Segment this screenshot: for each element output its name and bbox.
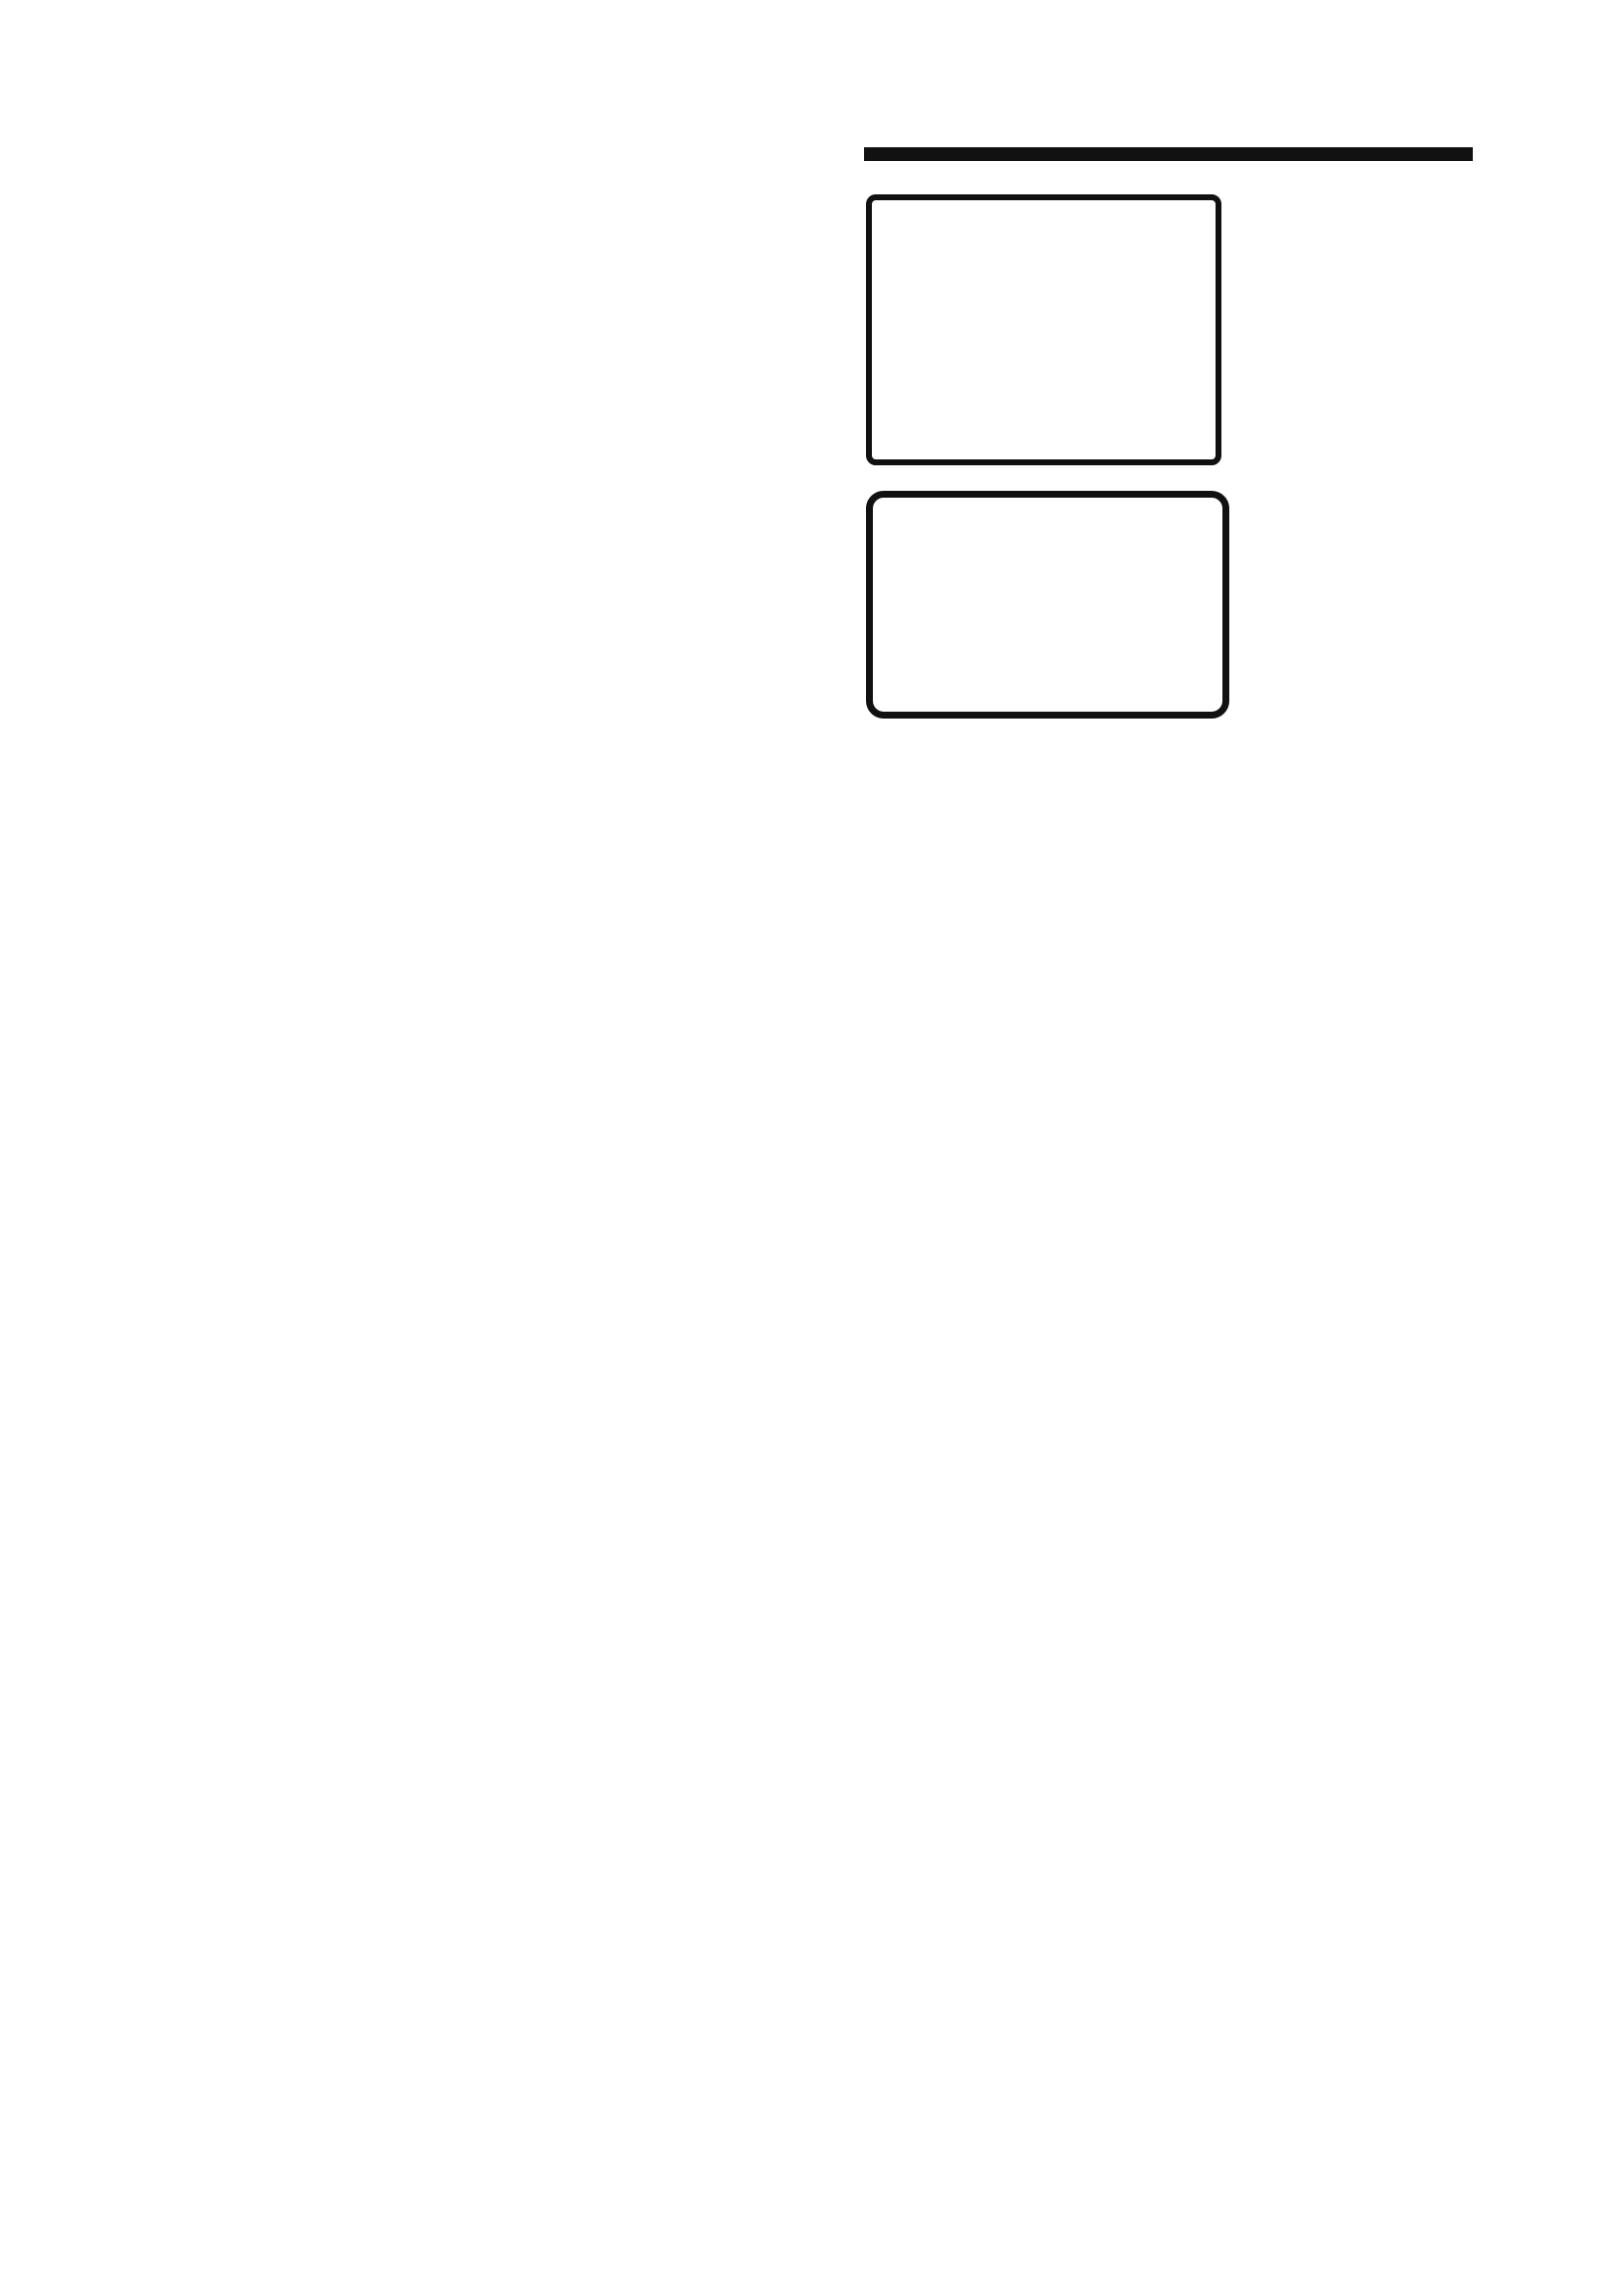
table-of-contents [185, 137, 793, 177]
laser-caution-label [866, 194, 1221, 465]
warning-column [864, 147, 1473, 748]
class1-laser-label [866, 491, 1229, 719]
warning-top-bar [864, 147, 1473, 161]
